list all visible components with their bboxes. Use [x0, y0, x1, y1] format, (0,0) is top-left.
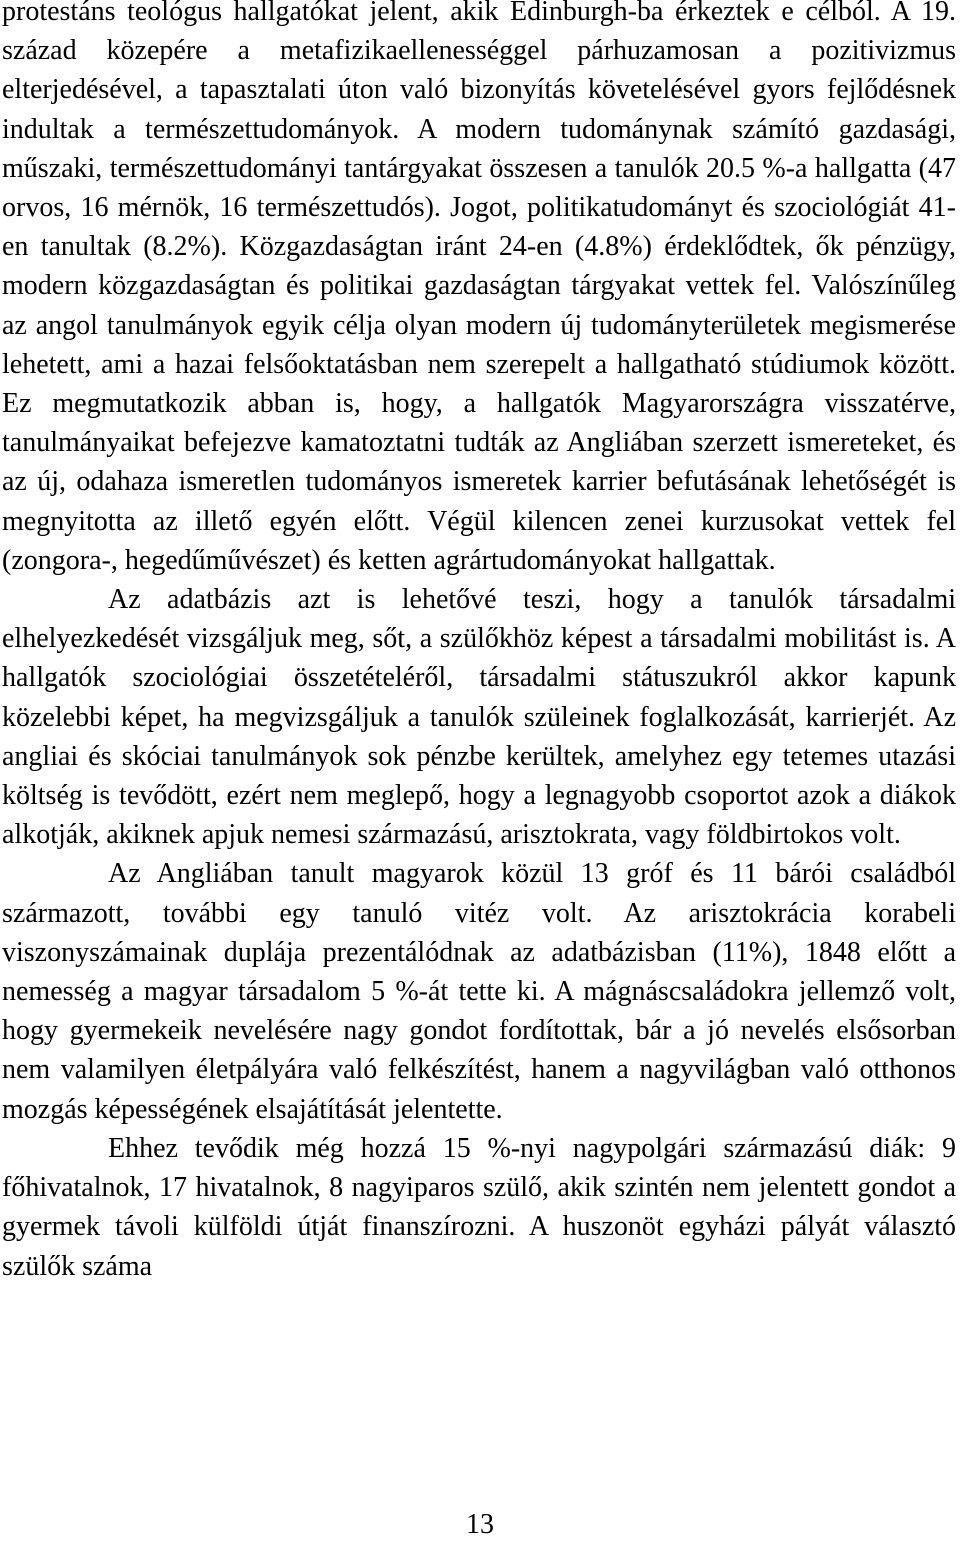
paragraph-3: Az Angliában tanult magyarok közül 13 gróf és 11 bárói családból származott, további egy tanuló vitéz volt. Az arisztokrácia korabeli viszonyszámainak duplája prezentálódnak az adatbázisban (11%), 1848 előtt a nemesség a magyar társadalom 5 %-át tette ki. A mágnáscsaládokra jellemző volt, hogy gyermekeik nevelésére nagy gondot fordítottak, bár a jó nevelés elsősorban nem valamilyen életpályára való felkészítést, hanem a nagyvilágban való otthonos mozgás képességének elsajátítását jelentette.	[2, 858, 956, 1125]
paragraph-4: Ehhez tevődik még hozzá 15 %-nyi nagypolgári származású diák: 9 főhivatalnok, 17 hivatalnok, 8 nagyiparos szülő, akik szintén nem jelentett gondot a gyermek távoli külföldi útját finanszírozni. A huszonöt egyházi pályát választó szülők száma	[2, 1132, 956, 1282]
paragraph-1: protestáns teológus hallgatókat jelent, akik Edinburgh-ba érkeztek e célból. A 19. század közepére a metafizikaellenességgel párhuzamosan a pozitivizmus elterjedésével, a tapasztalati úton való bizonyítás követelésével gyors fejlődésnek indultak a természettudományok. A modern tudománynak számító gazdasági, műszaki, természettudományi tantárgyakat összesen a tanulók 20.5 %-a hallgatta (47 orvos, 16 mérnök, 16 természettudós). Jogot, politikatudományt és szociológiát 41-en tanultak (8.2%). Közgazdaságtan iránt 24-en (4.8%) érdeklődtek, ők pénzügy, modern közgazdaságtan és politikai gazdaságtan tárgyakat vettek fel. Valószínűleg az angol tanulmányok egyik célja olyan modern új tudományterületek megismerése lehetett, ami a hazai felsőoktatásban nem szerepelt a hallgatható stúdiumok között. Ez megmutatkozik abban is, hogy, a hallgatók Magyarországra visszatérve, tanulmányaikat befejezve kamatoztatni tudták az Angliában szerzett ismereteket, és az új, odahaza ismeretlen tudományos ismeretek karrier befutásának lehetőségét is megnyitotta az illető egyén előtt. Végül kilencen zenei kurzusokat vettek fel (zongora-, hegedűművészet) és ketten agrártudományokat hallgattak.	[2, 0, 956, 576]
page-number: 13	[466, 1509, 494, 1540]
paragraph-2: Az adatbázis azt is lehetővé teszi, hogy a tanulók társadalmi elhelyezkedését vizsgáljuk meg, sőt, a szülőkhöz képest a társadalmi mobilitást is. A hallgatók szociológiai összetételéről, társadalmi státuszukról akkor kapunk közelebbi képet, ha megvizsgáljuk a tanulók szüleinek foglalkozását, karrierjét. Az angliai és skóciai tanulmányok sok pénzbe kerültek, amelyhez egy tetemes utazási költség is tevődött, ezért nem meglepő, hogy a legnagyobb csoportot azok a diákok alkotják, akiknek apjuk nemesi származású, arisztokrata, vagy földbirtokos volt.	[2, 584, 956, 851]
body-text	[2, 0, 956, 1286]
